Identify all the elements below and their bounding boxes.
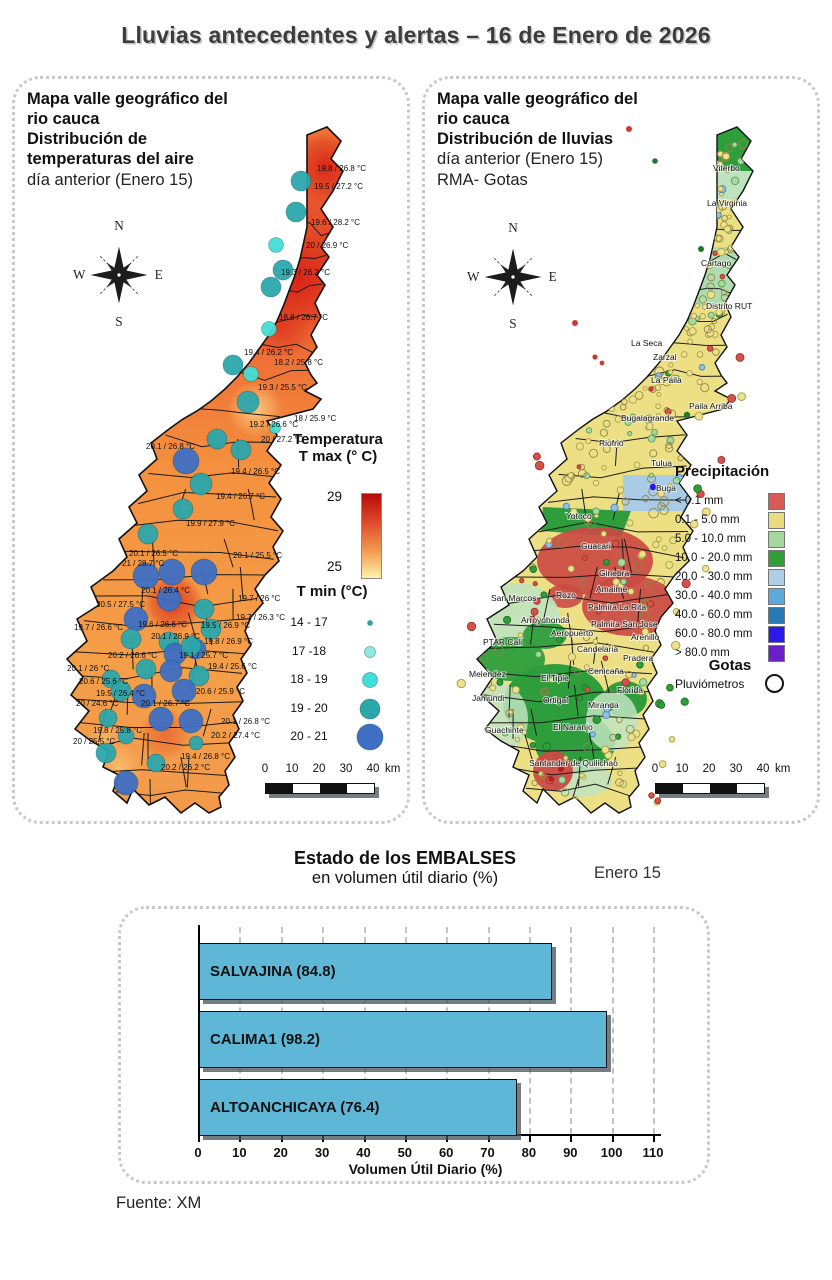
tmin-legend-row	[273, 638, 403, 666]
station-temp-label: 19.4 / 26.2 °C	[244, 348, 294, 357]
station-temp-label: 19.5 / 26.9 °C	[201, 621, 251, 630]
station-circle	[121, 629, 141, 649]
station-temp-label: 19.4 / 26.8 °C	[181, 752, 231, 761]
map-title-line: RMA- Gotas	[437, 170, 528, 189]
station-circle	[160, 660, 182, 682]
grid-line	[653, 927, 655, 1134]
station-temp-label: 19.7 / 26 °C	[238, 594, 281, 603]
precip-legend-row	[675, 569, 817, 588]
city-label: El Tiple	[541, 673, 569, 683]
station-temp-label: 20.1 / 26.8 °C	[221, 717, 271, 726]
temp-map-panel	[12, 76, 410, 824]
station-circle	[96, 743, 116, 763]
station-temp-label: 20.1 / 26.4 °C	[141, 586, 191, 595]
tmin-legend-row	[273, 666, 403, 694]
precip-class-swatch	[768, 493, 785, 510]
station-temp-label: 20 / 25.5 °C	[73, 737, 116, 746]
station-temp-label: 20.1 / 25.5 °C	[233, 551, 283, 560]
city-label: Tulua	[651, 458, 672, 468]
scalebar-segment	[347, 784, 374, 793]
pluviometros-row	[675, 677, 817, 691]
precip-class-label: 20.0 - 30.0 mm	[675, 571, 753, 583]
station-circle	[138, 524, 158, 544]
map-title-line: Distribución de	[27, 130, 148, 149]
scalebar-segment	[293, 784, 320, 793]
tmin-legend-row	[273, 609, 403, 637]
x-tick-label: 80	[521, 1145, 537, 1160]
city-label: Rozo	[556, 590, 576, 600]
precip-class-label: 10.0 - 20.0 mm	[675, 552, 753, 564]
station-temp-label: 21 / 28.7 °C	[122, 559, 165, 568]
station-temp-label: 19.5 / 27.2 °C	[314, 182, 364, 191]
temp-map-title	[27, 89, 297, 190]
tmin-class-label: 20 - 21	[290, 729, 328, 743]
station-temp-label: 19.8 / 26.9 °C	[204, 637, 254, 646]
x-tick	[239, 1136, 241, 1142]
scalebar-tick: 20	[702, 763, 716, 775]
scalebar-tick: 10	[675, 763, 689, 775]
scalebar-unit: km	[775, 763, 791, 775]
rainfall-map	[425, 79, 817, 821]
station-circle	[286, 202, 306, 222]
x-tick-label: 50	[397, 1145, 413, 1160]
tmin-title: T min (°C)	[296, 583, 368, 600]
station-temp-label: 19.6 / 28.2 °C	[311, 218, 361, 227]
tmax-top-tick: 29	[327, 489, 343, 504]
x-tick	[281, 1136, 283, 1142]
scalebar-tick: 20	[312, 763, 326, 775]
tmax-bottom-tick: 25	[327, 559, 343, 574]
station-temp-label: 20 / 24.6 °C	[76, 699, 119, 708]
precip-legend-row	[675, 512, 817, 531]
scalebar-tick: 30	[729, 763, 743, 775]
station-temp-label: 19.9 / 27.9 °C	[186, 519, 236, 528]
x-tick-label: 10	[232, 1145, 247, 1160]
station-circle	[173, 448, 199, 474]
temperature-legend	[273, 431, 403, 743]
chart-subtitle: en volumen útil diario (%)	[311, 869, 499, 887]
tmin-class-label: 17 -18	[291, 643, 327, 658]
x-tick-label: 60	[438, 1145, 454, 1160]
map-title-line: Mapa valle geográfico del	[437, 90, 638, 108]
city-label: Jamundi	[472, 693, 505, 703]
city-label: Melendez	[469, 669, 506, 679]
city-label: La Paila	[651, 375, 682, 385]
precip-legend-row	[675, 493, 817, 512]
reservoir-bar	[199, 1011, 607, 1068]
precip-legend-row	[675, 550, 817, 569]
station-temp-label: 18.8 / 26.7 °C	[279, 313, 329, 322]
station-temp-label: 19.8 / 25.8 °C	[93, 726, 143, 735]
station-temp-label: 19.4 / 26.7 °C	[216, 492, 266, 501]
city-label: Arenillo	[631, 632, 660, 642]
scalebar-tick: 0	[651, 763, 659, 775]
scalebar-segment	[737, 784, 764, 793]
tmin-class-label: 14 - 17	[290, 615, 328, 629]
station-circle	[262, 322, 277, 337]
scalebar-bar	[265, 783, 375, 794]
precip-class-label: 0.1 - 5.0 mm	[675, 514, 740, 526]
station-temp-label: 20.1 / 26 °C	[67, 664, 110, 673]
station-circle	[207, 429, 227, 449]
tmin-class-circle	[360, 699, 380, 719]
city-label: Yotoco	[566, 511, 592, 521]
scalebar-tick: 30	[339, 763, 353, 775]
city-label: Paila Arriba	[689, 401, 733, 411]
scale-bar	[261, 763, 411, 803]
precip-class-swatch	[768, 607, 785, 624]
map-title-line: Distribución de lluvias	[437, 130, 614, 149]
city-label: La Virginia	[707, 198, 748, 208]
city-label: Florida	[617, 685, 643, 695]
station-circle	[179, 709, 203, 733]
map-title-line: día anterior (Enero 15)	[27, 170, 194, 189]
precip-class-swatch	[768, 588, 785, 605]
rain-map-panel	[422, 76, 820, 824]
station-temp-label: 19.1 / 25.7 °C	[179, 651, 229, 660]
map-title-line: día anterior (Enero 15)	[437, 150, 604, 169]
city-label: Amaime	[596, 584, 628, 594]
scalebar-segment	[683, 784, 710, 793]
station-circle	[189, 736, 203, 750]
precip-class-swatch	[768, 550, 785, 567]
station-circle	[190, 473, 212, 495]
legend-title: Temperatura	[293, 431, 383, 448]
chart-title-block	[170, 848, 640, 888]
bar-label: ALTOANCHICAYA (76.4)	[210, 1099, 380, 1116]
precip-class-label: 5.0 - 10.0 mm	[675, 533, 746, 545]
grid-line	[612, 927, 614, 1134]
svg-text:W: W	[467, 269, 480, 285]
pluviometros-label: Pluviómetros	[675, 677, 745, 691]
station-circle	[194, 599, 214, 619]
precip-class-label: 30.0 - 40.0 mm	[675, 590, 753, 602]
map-title-line: rio cauca	[437, 110, 510, 129]
city-label: Buga	[656, 483, 676, 493]
map-title-line: temperaturas del aire	[27, 150, 194, 169]
svg-text:N: N	[508, 220, 518, 236]
x-tick-label: 30	[314, 1145, 330, 1160]
tmin-class-label: 18 - 19	[290, 672, 328, 686]
svg-text:W: W	[73, 267, 86, 283]
compass-rose-icon	[467, 219, 559, 331]
city-label: Guacari	[581, 541, 611, 551]
x-tick	[529, 1136, 531, 1142]
compass-rose-icon	[73, 217, 165, 329]
station-circle	[244, 367, 259, 382]
svg-text:E: E	[154, 267, 163, 283]
city-label: Palmira San Jose	[591, 619, 658, 629]
city-label: Candelaria	[577, 644, 619, 654]
city-label: Zarzal	[653, 352, 677, 362]
x-tick	[364, 1136, 366, 1142]
precip-class-label: 40.0 - 60.0 mm	[675, 609, 753, 621]
chart-title: Estado de los EMBALSES	[293, 848, 517, 868]
scalebar-bar	[655, 783, 765, 794]
city-label: Cartago	[701, 258, 732, 268]
station-circle	[136, 659, 156, 679]
svg-text:S: S	[115, 313, 123, 329]
station-temp-label: 20.2 / 26.2 °C	[161, 763, 211, 772]
reservoir-bar	[199, 1079, 517, 1136]
tmin-class-circle	[365, 646, 376, 657]
scalebar-segment	[656, 784, 683, 793]
city-label: Distrito RUT	[706, 301, 753, 311]
x-tick-label: 90	[563, 1145, 578, 1160]
x-tick	[322, 1136, 324, 1142]
city-label: Ginebra	[599, 568, 630, 578]
x-tick	[612, 1136, 614, 1142]
gotas-title: Gotas	[708, 657, 752, 674]
x-tick-label: 0	[194, 1145, 202, 1160]
scalebar-segment	[710, 784, 737, 793]
station-circle	[237, 391, 259, 413]
precip-legend-row	[675, 626, 817, 645]
scale-bar	[651, 763, 801, 803]
station-circle	[231, 440, 251, 460]
svg-text:N: N	[114, 218, 124, 234]
station-temp-label: 19.8 / 26.8 °C	[317, 164, 367, 173]
city-label: La Seca	[631, 338, 663, 348]
city-label: Arroyohonda	[521, 615, 570, 625]
station-circle	[114, 771, 138, 795]
precip-legend-row	[675, 588, 817, 607]
city-label: Ortigal	[543, 695, 569, 705]
source-note: Fuente: XM	[116, 1194, 202, 1212]
station-temp-label: 20.1 / 26.9 °C	[151, 632, 201, 641]
x-tick	[405, 1136, 407, 1142]
tmin-class-label: 19 - 20	[290, 700, 328, 715]
city-label: Guachinte	[485, 725, 524, 735]
tmin-class-circle	[368, 621, 373, 626]
city-label: Viterbo	[713, 163, 740, 173]
precip-class-label: < 0.1 mm	[675, 495, 724, 507]
station-temp-label: 19.4 / 25.6 °C	[208, 662, 258, 671]
station-temp-label: 19.6 / 26.6 °C	[138, 620, 188, 629]
rain-map-title	[437, 89, 707, 190]
x-tick-label: 100	[600, 1145, 623, 1160]
station-circle	[173, 499, 193, 519]
city-label: Bugalagrande	[621, 413, 674, 423]
station-circle	[269, 238, 284, 253]
tmin-class-circle	[357, 724, 383, 750]
precip-class-swatch	[768, 512, 785, 529]
reservoir-bar	[199, 943, 552, 1000]
bar-chart	[121, 909, 707, 1181]
scalebar-segment	[266, 784, 293, 793]
station-circle	[99, 709, 117, 727]
scalebar-tick: 40	[756, 763, 770, 775]
x-tick-label: 70	[480, 1145, 495, 1160]
svg-text:S: S	[509, 315, 517, 331]
station-temp-label: 20.2 / 26.6 °C	[108, 651, 158, 660]
tmin-class-circle	[363, 673, 378, 688]
station-temp-label: 20.1 / 26.8 °C	[146, 442, 196, 451]
station-temp-label: 20.6 / 25.6 °C	[79, 677, 129, 686]
scalebar-tick: 0	[261, 763, 269, 775]
svg-text:E: E	[548, 269, 557, 285]
city-label: Riofrio	[599, 438, 624, 448]
station-temp-label: 19.7 / 26.6 °C	[74, 623, 124, 632]
precip-class-swatch	[768, 626, 785, 643]
x-tick	[446, 1136, 448, 1142]
station-temp-label: 19.5 / 26.4 °C	[96, 689, 146, 698]
scalebar-unit: km	[385, 763, 401, 775]
bar-label: CALIMA1 (98.2)	[210, 1031, 321, 1048]
precip-legend-row	[675, 531, 817, 550]
city-label: Pradera	[623, 653, 654, 663]
scalebar-tick: 10	[285, 763, 299, 775]
city-label: PTAR Cali	[483, 637, 523, 647]
station-temp-label: 19.3 / 26.2 °C	[281, 268, 331, 277]
city-label: Aeropuerto	[551, 628, 594, 638]
tmin-legend-row	[273, 695, 403, 723]
chart-date: Enero 15	[594, 864, 661, 882]
station-temp-label: 20.1 / 26.7 °C	[141, 699, 191, 708]
precip-class-swatch	[768, 531, 785, 548]
station-circle	[223, 355, 243, 375]
x-axis-title: Volumen Útil Diario (%)	[348, 1161, 503, 1177]
city-label: Cenicaña	[588, 666, 624, 676]
station-temp-label: 20.5 / 27.5 °C	[96, 600, 146, 609]
city-label: El Naranjo	[553, 722, 593, 732]
station-temp-label: 19.4 / 26.5 °C	[231, 467, 281, 476]
scalebar-tick: 40	[366, 763, 380, 775]
station-temp-label: 19.3 / 25.5 °C	[258, 383, 308, 392]
station-temp-label: 20 / 26.9 °C	[306, 241, 349, 250]
map-title-line: rio cauca	[27, 110, 100, 129]
precip-legend-row	[675, 607, 817, 626]
station-circle	[149, 707, 173, 731]
station-temp-label: 20.1 / 26.5 °C	[129, 549, 179, 558]
station-circle	[261, 277, 281, 297]
station-circle	[191, 559, 217, 585]
city-label: Palmira La Rita	[588, 602, 647, 612]
pluviometer-circle-icon	[765, 674, 784, 693]
precipitation-legend	[675, 463, 817, 659]
x-tick	[653, 1136, 655, 1142]
station-temp-label: 20 / 27.2 °C	[261, 435, 304, 444]
x-tick	[488, 1136, 490, 1142]
tmin-legend-row	[273, 723, 403, 751]
city-label: Santander de Quilichao	[529, 758, 618, 768]
precip-class-label: > 80.0 mm	[675, 647, 730, 659]
page-title: Lluvias antecedentes y alertas – 16 de Enero de 2026	[121, 22, 711, 48]
x-tick-label: 20	[273, 1145, 288, 1160]
x-tick-label: 40	[356, 1145, 371, 1160]
bar-label: SALVAJINA (84.8)	[210, 963, 336, 980]
station-temp-label: 19.2 / 26.6 °C	[249, 420, 299, 429]
station-temp-label: 18 / 25.9 °C	[294, 414, 337, 423]
station-temp-label: 19.7 / 26.3 °C	[236, 613, 286, 622]
x-tick-label: 110	[642, 1145, 664, 1160]
legend-title: Precipitación	[675, 463, 770, 480]
station-temp-label: 20.6 / 25.9 °C	[196, 687, 246, 696]
legend-subtitle: T max (° C)	[298, 448, 378, 465]
station-temp-label: 18.2 / 25.8 °C	[274, 358, 324, 367]
map-title-line: Mapa valle geográfico del	[27, 90, 228, 108]
scalebar-segment	[320, 784, 347, 793]
reservoir-chart-panel	[118, 906, 710, 1184]
x-tick	[570, 1136, 572, 1142]
precip-class-label: 60.0 - 80.0 mm	[675, 628, 753, 640]
city-label: Miranda	[588, 700, 619, 710]
precip-class-swatch	[768, 569, 785, 586]
x-tick	[198, 1136, 200, 1142]
tmax-gradient-bar	[361, 493, 382, 579]
city-label: San Marcos	[491, 593, 537, 603]
station-temp-label: 20.2 / 27.4 °C	[211, 731, 261, 740]
